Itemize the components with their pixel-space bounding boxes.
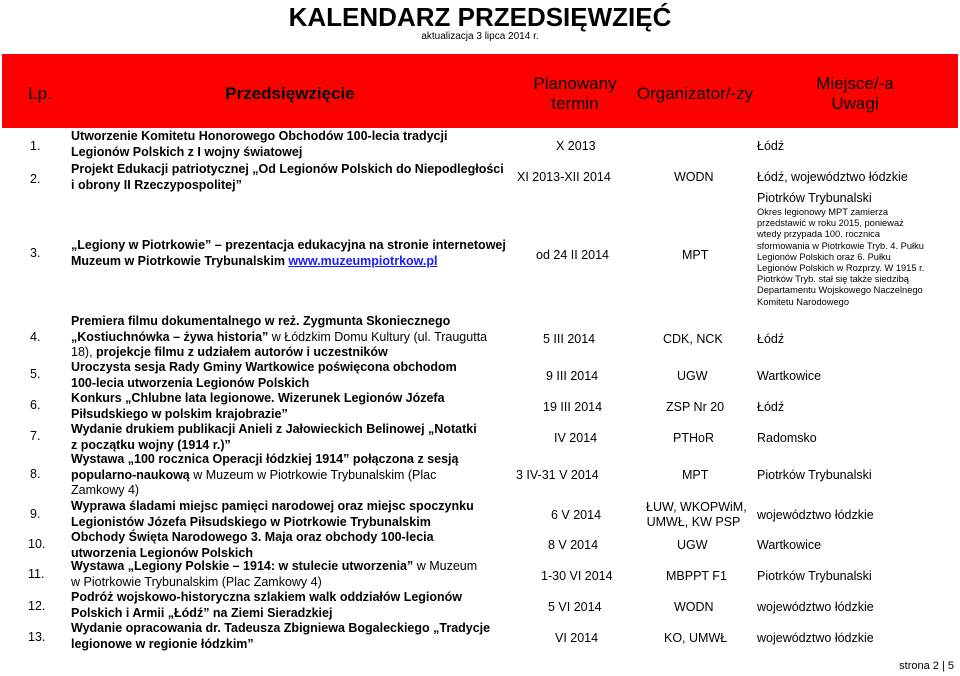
event-date: 1-30 VI 2014 bbox=[541, 569, 613, 583]
header-event: Przedsięwzięcie bbox=[225, 84, 355, 103]
row-number: 4. bbox=[30, 330, 41, 344]
document-title: KALENDARZ PRZEDSIĘWZIĘĆ bbox=[288, 2, 672, 32]
event-date: 8 V 2014 bbox=[548, 538, 599, 552]
event-line: Wydanie opracowania dr. Tadeusza Zbigniewa Bogaleckiego „Tradycje bbox=[71, 621, 491, 635]
event-description bbox=[71, 238, 506, 269]
header-lp: Lp. bbox=[28, 84, 52, 103]
note-line: Departamentu Wojskowego Naczelnego bbox=[757, 285, 923, 296]
event-line: Utworzenie Komitetu Honorowego Obchodów 100-lecia tradycji bbox=[71, 129, 448, 143]
event-date: 5 VI 2014 bbox=[548, 600, 602, 614]
event-line bbox=[71, 345, 487, 361]
note-line: przedstawić w roku 2015, ponieważ bbox=[757, 218, 904, 229]
row-number: 11. bbox=[28, 567, 45, 581]
row-number: 3. bbox=[30, 246, 41, 260]
event-place: Wartkowice bbox=[757, 538, 822, 552]
event-line: Wydanie drukiem publikacji Anieli z Jałowieckich Belinowej „Notatki bbox=[71, 422, 477, 436]
organizer-line: ŁUW, WKOPWiM, bbox=[646, 500, 747, 514]
event-organizer: CDK, NCK bbox=[663, 332, 723, 346]
event-date: 6 V 2014 bbox=[551, 508, 602, 522]
event-date: VI 2014 bbox=[555, 631, 599, 645]
event-description bbox=[71, 422, 477, 453]
row-number: 9. bbox=[30, 507, 41, 521]
event-organizer: WODN bbox=[674, 170, 714, 184]
event-line: Uroczysta sesja Rady Gminy Wartkowice poświęcona obchodom bbox=[71, 360, 457, 374]
row-number: 6. bbox=[30, 398, 41, 412]
event-description bbox=[71, 452, 458, 499]
event-place: Radomsko bbox=[757, 431, 817, 445]
header-term-line2: termin bbox=[551, 94, 599, 113]
museum-link[interactable]: www.muzeumpiotrkow.pl bbox=[288, 253, 438, 268]
event-organizer: MPT bbox=[682, 248, 709, 262]
event-line: Wyprawa śladami miejsc pamięci narodowej oraz miejsc spoczynku bbox=[71, 499, 474, 513]
event-date: 3 IV-31 V 2014 bbox=[516, 468, 599, 482]
event-note bbox=[757, 207, 924, 308]
event-line bbox=[71, 559, 477, 575]
event-description bbox=[71, 391, 445, 422]
event-place: województwo łódzkie bbox=[757, 508, 874, 522]
event-line: Premiera filmu dokumentalnego w reż. Zygmunta Skoniecznego bbox=[71, 314, 451, 328]
event-place: Wartkowice bbox=[757, 369, 822, 383]
event-organizer: MBPPT F1 bbox=[666, 569, 727, 583]
row-number: 5. bbox=[30, 367, 41, 381]
note-line: Legionów Polskich w Rozprzy. W 1915 r. bbox=[757, 263, 925, 274]
note-line: Okres legionowy MPT zamierza bbox=[757, 207, 889, 217]
event-place: Piotrków Trybunalski bbox=[757, 569, 872, 583]
event-date: XI 2013-XII 2014 bbox=[517, 170, 611, 184]
event-line: legionowe w regionie łódzkim” bbox=[71, 636, 254, 651]
header-term-line1: Planowany bbox=[533, 74, 617, 93]
event-place: Łódź bbox=[757, 332, 785, 346]
event-place: Łódź bbox=[757, 400, 785, 414]
film-title: „Kostiuchnówka – żywa historia” bbox=[71, 329, 272, 344]
event-line-text: 18), bbox=[71, 345, 97, 359]
event-place: Łódź bbox=[757, 139, 785, 153]
event-place: Piotrków Trybunalski bbox=[757, 191, 872, 205]
event-organizer: KO, UMWŁ bbox=[664, 631, 728, 645]
event-line: z początku wojny (1914 r.)” bbox=[71, 437, 231, 452]
event-description bbox=[71, 530, 434, 561]
event-line: Polskich i Armii „Łódź” na Ziemi Sieradzkiej bbox=[71, 605, 333, 620]
event-line bbox=[71, 330, 487, 346]
update-date: aktualizacja 3 lipca 2014 r. bbox=[421, 31, 539, 42]
note-line: wtedy przypada 100. rocznica bbox=[757, 229, 880, 240]
event-line: w Piotrkowie Trybunalskim (Plac Zamkowy 4) bbox=[71, 574, 322, 589]
event-organizer: ZSP Nr 20 bbox=[666, 400, 725, 414]
event-date: 9 III 2014 bbox=[546, 369, 599, 383]
event-line-text: Muzeum w Piotrkowie Trybunalskim bbox=[71, 253, 289, 268]
header-term bbox=[510, 74, 640, 114]
event-organizer: PTHoR bbox=[673, 431, 714, 445]
event-date: IV 2014 bbox=[554, 431, 598, 445]
note-line: Piotrków Tryb. stał się także siedzibą bbox=[757, 274, 909, 285]
event-description bbox=[71, 162, 504, 193]
event-description bbox=[71, 129, 447, 160]
header-place bbox=[790, 74, 920, 114]
event-organizer: UGW bbox=[677, 538, 708, 552]
event-description bbox=[71, 621, 490, 652]
row-number: 8. bbox=[30, 467, 41, 481]
row-number: 13. bbox=[28, 630, 46, 644]
event-place: Łódź, województwo łódzkie bbox=[757, 170, 908, 184]
event-date: 5 III 2014 bbox=[543, 332, 596, 346]
event-line-bold: Wystawa „Legiony Polskie – 1914: w stulecie utworzenia” bbox=[71, 559, 417, 573]
header-place-line2: Uwagi bbox=[831, 94, 879, 113]
event-line-bold: popularno-naukową bbox=[71, 467, 194, 482]
event-line: Piłsudskiego w polskim krajobrazie” bbox=[71, 406, 288, 421]
header-place-line1: Miejsce/-a bbox=[816, 74, 894, 93]
event-line: Legionistów Józefa Piłsudskiego w Piotrkowie Trybunalskim bbox=[71, 514, 431, 529]
note-line: sformowania w Piotrkowie Tryb. 4. Pułku bbox=[757, 240, 924, 251]
page-number: strona 2 | 5 bbox=[899, 660, 954, 672]
event-organizer: WODN bbox=[674, 600, 714, 614]
event-line: Legionów Polskich z I wojny światowej bbox=[71, 144, 303, 159]
row-number: 2. bbox=[30, 172, 41, 186]
event-line-text: w Muzeum bbox=[416, 559, 478, 573]
event-line: Konkurs „Chlubne lata legionowe. Wizerunek Legionów Józefa bbox=[71, 391, 445, 405]
event-line-text: w Muzeum w Piotrkowie Trybunalskim (Plac bbox=[193, 467, 437, 482]
event-line: Wystawa „100 rocznica Operacji łódzkiej 1914” połączona z sesją bbox=[71, 452, 459, 466]
event-line bbox=[71, 468, 458, 484]
event-line: Zamkowy 4) bbox=[71, 483, 140, 497]
event-date: od 24 II 2014 bbox=[536, 248, 609, 262]
event-date: 19 III 2014 bbox=[543, 400, 603, 414]
event-line: Obchody Święta Narodowego 3. Maja oraz obchody 100-lecia bbox=[71, 530, 434, 544]
event-line-text: w Łódzkim Domu Kultury (ul. Traugutta bbox=[271, 329, 488, 344]
event-place: Piotrków Trybunalski bbox=[757, 468, 872, 482]
event-line: i obrony II Rzeczypospolitej” bbox=[71, 177, 242, 192]
event-organizer bbox=[646, 500, 747, 530]
event-line bbox=[71, 254, 506, 270]
event-date: X 2013 bbox=[556, 139, 596, 153]
event-organizer: UGW bbox=[677, 369, 708, 383]
row-number: 7. bbox=[30, 429, 41, 443]
event-description bbox=[71, 590, 462, 621]
row-number: 12. bbox=[28, 599, 46, 613]
row-number: 10. bbox=[28, 537, 46, 551]
event-description bbox=[71, 360, 457, 391]
event-place: województwo łódzkie bbox=[757, 600, 874, 614]
header-organizer: Organizator/-zy bbox=[636, 84, 754, 103]
event-description bbox=[71, 499, 474, 530]
event-line: „Legiony w Piotrkowie” – prezentacja edukacyjna na stronie internetowej bbox=[71, 238, 506, 252]
event-line: Projekt Edukacji patriotycznej „Od Legionów Polskich do Niepodległości bbox=[71, 162, 504, 176]
event-organizer: MPT bbox=[682, 468, 709, 482]
event-line: Podróż wojskowo-historyczna szlakiem walk oddziałów Legionów bbox=[71, 590, 463, 604]
event-description bbox=[71, 314, 487, 361]
event-line: 100-lecia utworzenia Legionów Polskich bbox=[71, 375, 310, 390]
note-line: Legionów Polskich oraz 6. Pułku bbox=[757, 251, 891, 262]
event-place: województwo łódzkie bbox=[757, 631, 874, 645]
event-line: utworzenia Legionów Polskich bbox=[71, 545, 253, 560]
row-number: 1. bbox=[30, 139, 41, 153]
note-line: Komitetu Narodowego bbox=[757, 296, 849, 307]
organizer-line: UMWŁ, KW PSP bbox=[646, 515, 741, 529]
event-line-bold: projekcje filmu z udziałem autorów i uczestników bbox=[96, 345, 388, 359]
event-description bbox=[71, 559, 477, 590]
